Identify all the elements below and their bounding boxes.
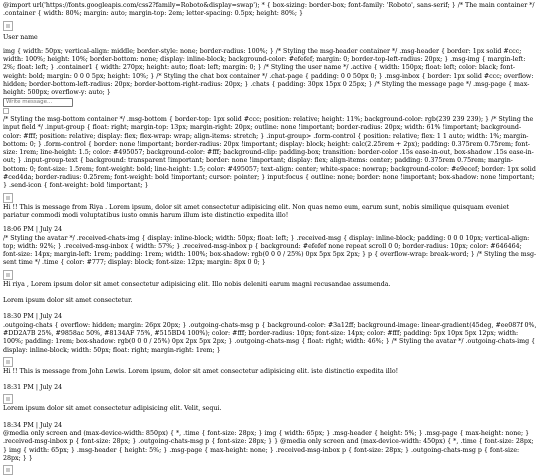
received-avatar-image [3, 193, 13, 203]
raw-style-text: .outgoing-chats { overflow: hidden; margin: 26px 20px; } .outgoing-chats-msg p { background-color: #3a12ff; background-image: linear-gradient(45deg, #ee087f 0%, #DD2A7B 25%, #9858ac 50%, #8134AF 75%, #515BD4 100%); color: #fff; border-radius: 10px; font-size: 14px; color: #fff; padding: 5px 10px 5px 12px; width: 100%; padding: 1rem; box-shadow: rgb(0 0 0 / 25%) 0px 2px 5px 2px; } .outgoing-chats-msg { float: right; width: 46%; } /* Styling the avatar */ .outgoing-chats-img { display: inline-block; width: 50px; float: right; margin-right: 1rem; } [3, 321, 537, 354]
message-input[interactable] [3, 98, 73, 107]
user-avatar-image [3, 21, 13, 31]
received-message-text: Hi !! This is message from John Lewis. Lorem ipsum, dolor sit amet consectetur adipisicing elit. iste distinctio expedita illo! [3, 367, 399, 375]
raw-style-text: img { width: 50px; vertical-align: middle; border-style: none; border-radius: 100%; } /* Styling the msg-header container */ .msg-header { border: 1px solid #ccc; width: 100%; height: 10%; border-bottom: none; display: inline-block; background-color: #efefef; margin: 0; border-top-left-radius: 20px; } .msg-img { margin-left: 2%; float: left; } .container1 { width: 270px; height: auto; float: left; margin: 0; } /* Styling the user name */ .active { width: 150px; float: left; color: black; font-weight: bold; margin: 0 0 0 5px; height: 10%; } /* Styling the chat box container */ .chat-page { padding: 0 0 50px 0; } .msg-inbox { border: 1px solid #ccc; overflow: hidden; border-bottom-left-radius: 20px; border-bottom-right-radius: 20px; } .chats { padding: 30px 15px 0 25px; } /* Styling the message page */ .msg-page { max-height: 500px; overflow-y: auto; } [3, 47, 534, 97]
outgoing-message-text: Lorem ipsum dolor sit amet consectetur. [3, 297, 133, 305]
message-time: 18:06 PM | July 24 [3, 226, 63, 234]
send-icon[interactable] [3, 108, 9, 114]
message-time: 18:30 PM | July 24 [3, 313, 63, 321]
page-root [3, 2, 537, 475]
footer-image [3, 465, 13, 475]
received-message-text: Hi !! This is message from Riya . Lorem ipsum, dolor sit amet consectetur adipisicing elit. Non quas nemo eum, earum sunt, nobis similique quisquam eveniet pariatur commodi modi voluptatibus iusto omnis harum illum iste distinctio expedita illo! [3, 203, 510, 219]
message-time: 18:34 PM | July 24 [3, 421, 63, 429]
user-name: User name [3, 33, 38, 41]
outgoing-avatar-image [3, 270, 13, 280]
outgoing-message-text: Hi riya , Lorem ipsum dolor sit amet consectetur adipisicing elit. Illo nobis deleniti earum magni recusandae assumenda. [3, 280, 391, 288]
raw-style-text: @media only screen and (max-device-width: 850px) { *, .time { font-size: 28px; } img { width: 65px; } .msg-header { height: 5%; } .msg-page { max-height: none; } .received-msg-inbox p { font-size: 28px; } .outgoing-chats-msg p { font-size: 28px; } } @media only screen and (max-device-width: 450px) { *, .time { font-size: 28px; } img { width: 65px; } .msg-header { height: 5%; } .msg-page { max-height: none; } .received-msg-inbox p { font-size: 28px; } .outgoing-chats-msg p { font-size: 28px; } } [3, 429, 534, 462]
outgoing-message-text: Lorem ipsum dolor sit amet consectetur adipisicing elit. Velit, sequi. [3, 405, 222, 413]
outgoing-avatar-image [3, 394, 13, 404]
received-avatar-image [3, 357, 13, 367]
raw-style-text: @import url('https://fonts.googleapis.com/css2?family=Roboto&display=swap'); * { box-sizing: border-box; font-family: 'Roboto', sans-serif; } /* The main container */ .container { width: 80%; margin: auto; margin-top: 2em; letter-spacing: 0.5px; height: 80%; } [3, 2, 535, 18]
message-time: 18:31 PM | July 24 [3, 384, 63, 392]
raw-style-text: /* Styling the msg-bottom container */ .msg-bottom { border-top: 1px solid #ccc; position: relative; height: 11%; background-color: rgb(239 239 239); } /* Styling the input field */ .input-group { float: right; margin-top: 13px; margin-right: 20px; outline: none !important; border-radius: 20px; width: 61% !important; background-color: #fff; position: relative; display: flex; flex-wrap: wrap; align-items: stretch; } .input-group> .form-control { position: relative; flex: 1 1 auto; width: 1%; margin-bottom: 0; } .form-control { border: none !important; border-radius: 20px !important; display: block; height: calc(2.25rem + 2px); padding: 0.375rem 0.75rem; font-size: 1rem; line-height: 1.5; color: #495057; background-color: #fff; background-clip: padding-box; transition: border-color .15s ease-in-out, box-shadow .15s ease-in-out; } .input-group-text { background: transparent !important; border: none !important; display: flex; align-items: center; padding: 0.375rem 0.75rem; margin-bottom: 0; font-size: 1.5rem; font-weight: bold; line-height: 1.5; color: #495057; text-align: center; white-space: nowrap; background-color: #e9ecef; border: 1px solid #ced4da; border-radius: 0.25rem; font-weight: bold !important; cursor: pointer; } input:focus { outline: none; border: none !important; box-shadow: none !important; } .send-icon { font-weight: bold !important; } [3, 115, 536, 190]
raw-style-text: /* Styling the avatar */ .received-chats-img { display: inline-block; width: 50px; float: left; } .received-msg { display: inline-block; padding: 0 0 0 10px; vertical-align: top; width: 92%; } .received-msg-inbox { width: 57%; } .received-msg-inbox p { background: #efefef none repeat scroll 0 0; border-radius: 10px; color: #646464; font-size: 14px; margin-left: 1rem; padding: 1rem; width: 100%; box-shadow: rgb(0 0 0 / 25%) 0px 5px 5px 2px; } p { overflow-wrap: break-word; } /* Styling the msg-sent time */ .time { color: #777; display: block; font-size: 12px; margin: 8px 0 0; } [3, 234, 537, 267]
